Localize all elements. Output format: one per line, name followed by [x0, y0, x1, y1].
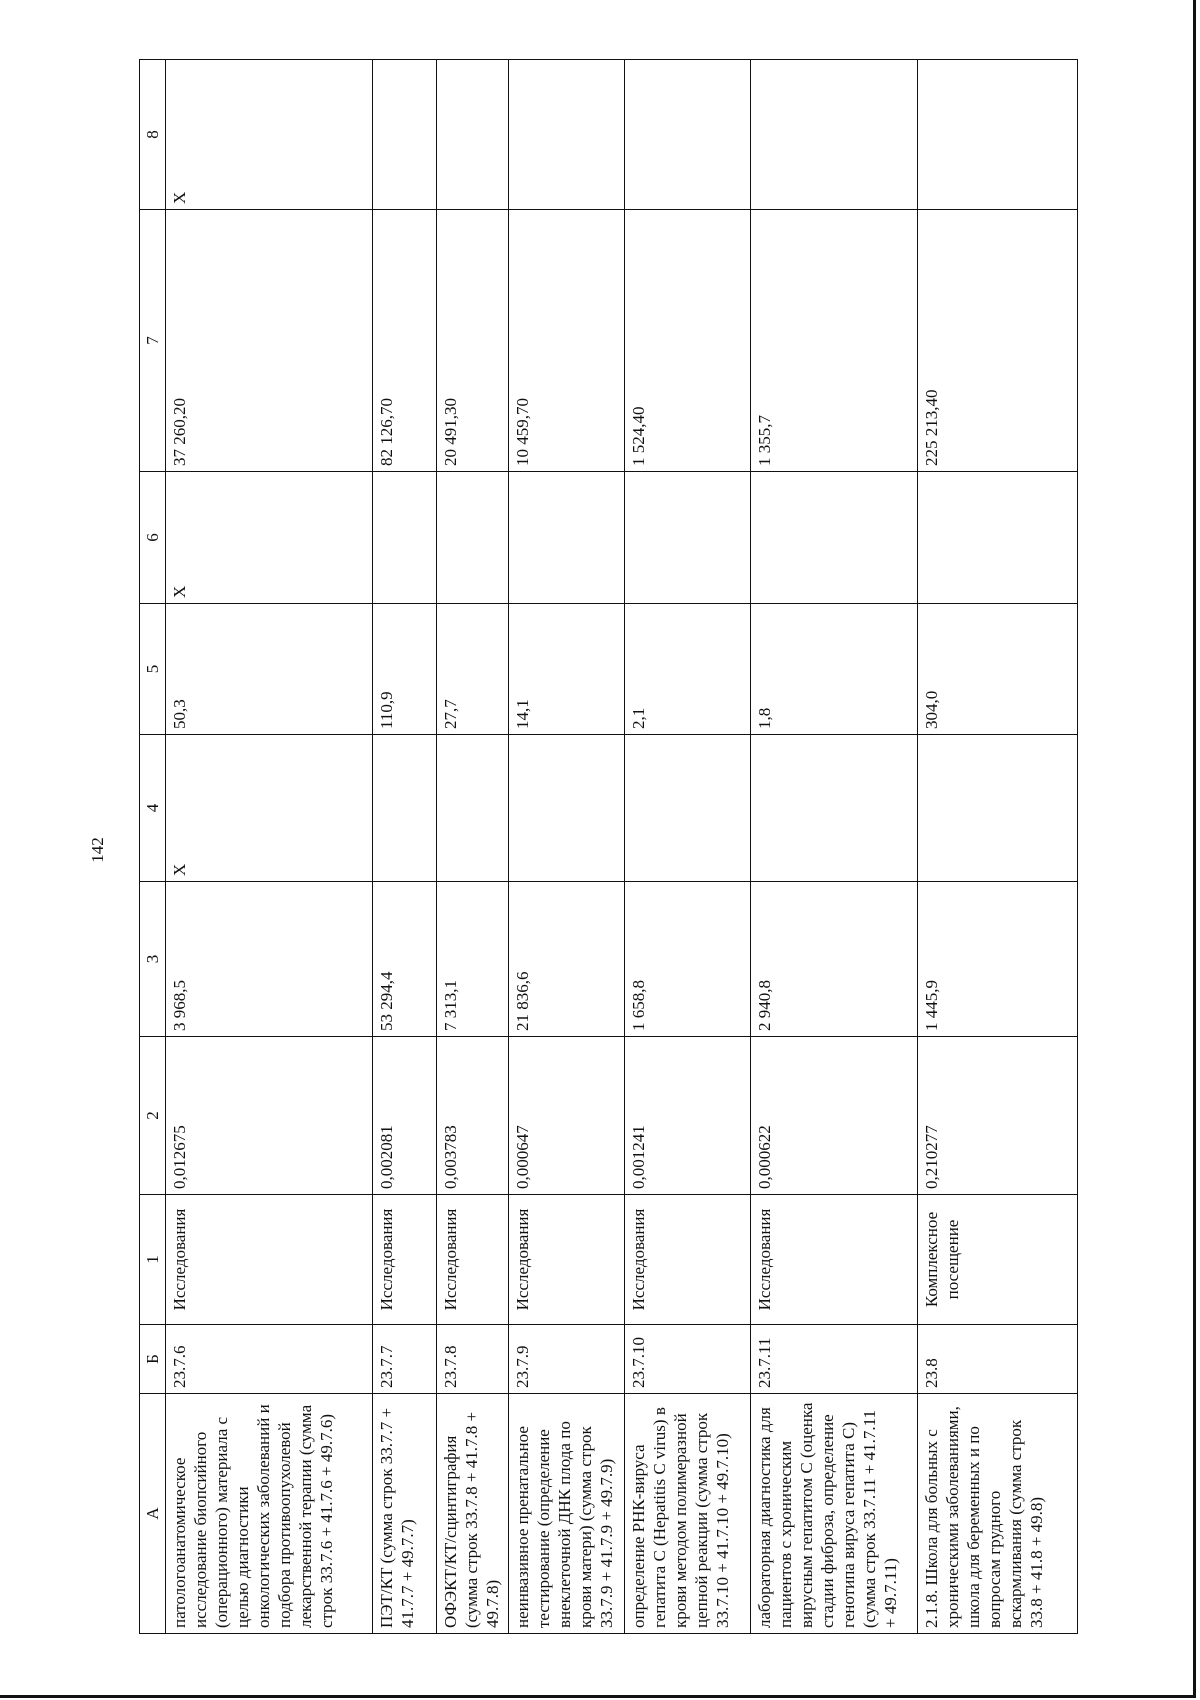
- header-cell-3: 3: [140, 882, 166, 1037]
- row-col-8: [625, 60, 751, 210]
- row-description: 2.1.8. Школа для больных с хроническими заболеваниями, школа для беременных и по вопросам грудного вскармливания (сумма строк 33.8 + 41.8 + 49.8): [918, 1394, 1078, 1634]
- row-col-4: [918, 735, 1078, 882]
- row-col-8: [437, 60, 509, 210]
- header-cell-a: А: [140, 1394, 166, 1634]
- row-code: 23.7.9: [509, 1325, 625, 1394]
- row-col-3: 3 968,5: [166, 882, 373, 1037]
- row-description: ОФЭКТ/КТ/сцинтиграфия (сумма строк 33.7.8 + 41.7.8 + 49.7.8): [437, 1394, 509, 1634]
- table-row: [373, 60, 437, 1634]
- row-col-7: 37 260,20: [166, 210, 373, 472]
- row-col-8: [373, 60, 437, 210]
- row-description: лабораторная диагностика для пациентов с хроническим вирусным гепатитом С (оценка стадии фиброза, определение генотипа вируса гепатита С) (сумма строк 33.7.11 + 41.7.11 + 49.7.11): [751, 1394, 918, 1634]
- row-col-4: [373, 735, 437, 882]
- row-col-7: 82 126,70: [373, 210, 437, 472]
- row-description: определение РНК-вируса гепатита С (Hepatitis C virus) в крови методом полимеразной цепной реакции (сумма строк 33.7.10 + 41.7.10 + 49.7.10): [625, 1394, 751, 1634]
- header-cell-7: 7: [140, 210, 166, 472]
- row-col-6: [373, 472, 437, 604]
- row-col-3: 7 313,1: [437, 882, 509, 1037]
- row-code: 23.7.6: [166, 1325, 373, 1394]
- table-row: [751, 60, 918, 1634]
- row-col-2: 0,012675: [166, 1037, 373, 1195]
- header-cell-6: 6: [140, 472, 166, 604]
- row-col-2: 0,000647: [509, 1037, 625, 1195]
- header-cell-1: 1: [140, 1195, 166, 1325]
- row-unit: Исследования: [373, 1195, 437, 1325]
- row-unit: Комплексное посещение: [918, 1195, 1078, 1325]
- header-cell-4: 4: [140, 735, 166, 882]
- row-code: 23.7.8: [437, 1325, 509, 1394]
- data-table: [139, 59, 1078, 1634]
- row-col-3: 53 294,4: [373, 882, 437, 1037]
- row-col-2: 0,000622: [751, 1037, 918, 1195]
- header-cell-b: Б: [140, 1325, 166, 1394]
- table-row: [625, 60, 751, 1634]
- row-col-6: [625, 472, 751, 604]
- row-col-2: 0,210277: [918, 1037, 1078, 1195]
- row-unit: Исследования: [751, 1195, 918, 1325]
- row-col-4: Х: [166, 735, 373, 882]
- row-col-5: 2,1: [625, 604, 751, 735]
- row-col-6: [918, 472, 1078, 604]
- row-col-2: 0,002081: [373, 1037, 437, 1195]
- row-col-5: 50,3: [166, 604, 373, 735]
- row-description: неинвазивное пренатальное тестирование (определение внеклеточной ДНК плода по крови матери) (сумма строк 33.7.9 + 41.7.9 + 49.7.9): [509, 1394, 625, 1634]
- row-col-2: 0,003783: [437, 1037, 509, 1195]
- row-col-6: [751, 472, 918, 604]
- table-row: [918, 60, 1078, 1634]
- row-col-4: [509, 735, 625, 882]
- row-col-4: [625, 735, 751, 882]
- row-unit: Исследования: [509, 1195, 625, 1325]
- row-unit: Исследования: [166, 1195, 373, 1325]
- row-unit: Исследования: [437, 1195, 509, 1325]
- row-col-8: [751, 60, 918, 210]
- row-col-8: [918, 60, 1078, 210]
- row-code: 23.7.7: [373, 1325, 437, 1394]
- header-row: [140, 60, 166, 1634]
- row-col-8: [509, 60, 625, 210]
- row-code: 23.7.10: [625, 1325, 751, 1394]
- row-col-5: 304,0: [918, 604, 1078, 735]
- table-row: [509, 60, 625, 1634]
- row-col-5: 1,8: [751, 604, 918, 735]
- header-cell-8: 8: [140, 60, 166, 210]
- page-number: 142: [88, 837, 107, 863]
- row-col-5: 27,7: [437, 604, 509, 735]
- row-col-3: 21 836,6: [509, 882, 625, 1037]
- row-col-3: 2 940,8: [751, 882, 918, 1037]
- row-code: 23.7.11: [751, 1325, 918, 1394]
- table-row: [166, 60, 373, 1634]
- row-description: патологоанатомическое исследование биопсийного (операционного) материала с целью диагностики онкологических заболеваний и подбора противоопухолевой лекарственной терапии (сумма строк 33.7.6 + 41.7.6 + 49.7.6): [166, 1394, 373, 1634]
- row-col-4: [437, 735, 509, 882]
- row-col-7: 225 213,40: [918, 210, 1078, 472]
- row-col-7: 10 459,70: [509, 210, 625, 472]
- row-col-2: 0,001241: [625, 1037, 751, 1195]
- header-cell-2: 2: [140, 1037, 166, 1195]
- row-col-6: Х: [166, 472, 373, 604]
- row-col-8: Х: [166, 60, 373, 210]
- row-code: 23.8: [918, 1325, 1078, 1394]
- header-cell-5: 5: [140, 604, 166, 735]
- row-unit: Исследования: [625, 1195, 751, 1325]
- row-col-7: 20 491,30: [437, 210, 509, 472]
- row-col-3: 1 445,9: [918, 882, 1078, 1037]
- row-col-5: 110,9: [373, 604, 437, 735]
- table-row: [437, 60, 509, 1634]
- rotated-table-container: [139, 60, 1173, 1634]
- row-col-6: [509, 472, 625, 604]
- row-col-5: 14,1: [509, 604, 625, 735]
- row-col-7: 1 355,7: [751, 210, 918, 472]
- row-col-4: [751, 735, 918, 882]
- row-col-7: 1 524,40: [625, 210, 751, 472]
- row-description: ПЭТ/КТ (сумма строк 33.7.7 + 41.7.7 + 49.7.7): [373, 1394, 437, 1634]
- row-col-3: 1 658,8: [625, 882, 751, 1037]
- row-col-6: [437, 472, 509, 604]
